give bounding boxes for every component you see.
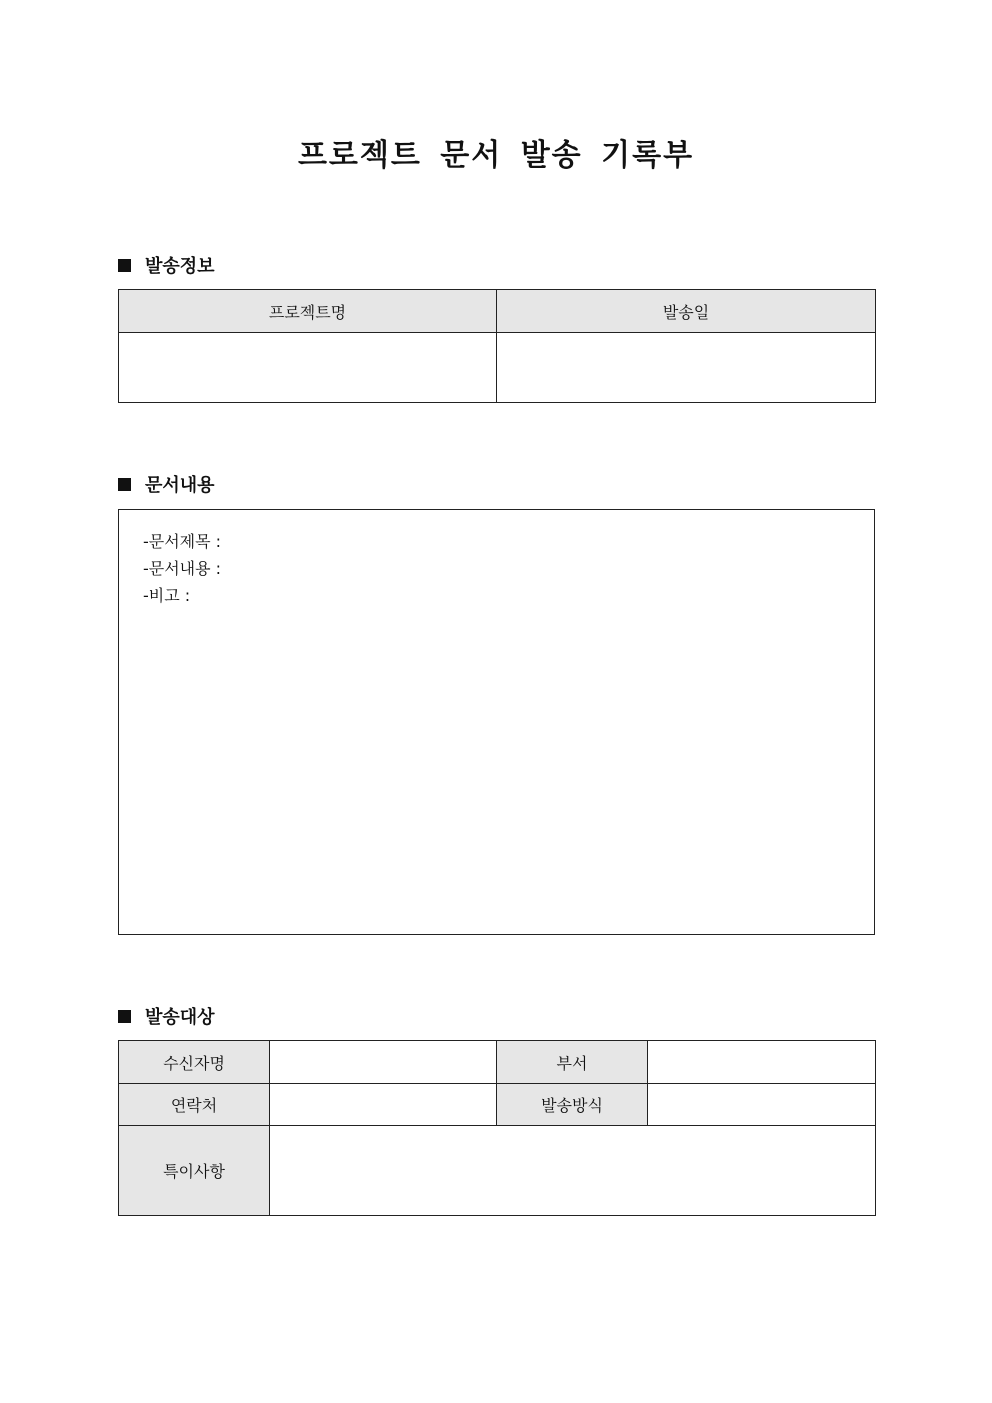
section-heading-label: 발송정보 — [145, 256, 215, 277]
send-date-field[interactable] — [497, 333, 876, 403]
recipient-name-label: 수신자명 — [119, 1041, 270, 1084]
table-header-row — [119, 290, 876, 333]
black-square-icon — [118, 1010, 131, 1023]
special-notes-label: 특이사항 — [119, 1126, 270, 1216]
doc-content-line: -문서내용 : — [143, 559, 222, 578]
department-label: 부서 — [497, 1041, 648, 1084]
send-method-label: 발송방식 — [497, 1084, 648, 1126]
page-title: 프로젝트 문서 발송 기록부 — [297, 138, 695, 173]
black-square-icon — [118, 259, 131, 272]
table-row — [119, 1041, 876, 1084]
send-date-header: 발송일 — [497, 290, 876, 333]
recipient-table — [118, 1040, 876, 1216]
section-heading-label: 문서내용 — [145, 475, 215, 496]
section-heading-doc-content — [118, 472, 215, 496]
send-info-table — [118, 289, 876, 403]
table-row — [119, 1084, 876, 1126]
send-method-field[interactable] — [648, 1084, 876, 1126]
contact-label: 연락처 — [119, 1084, 270, 1126]
section-heading-recipient — [118, 1004, 215, 1028]
section-heading-send-info — [118, 253, 215, 277]
project-name-header: 프로젝트명 — [119, 290, 497, 333]
table-row — [119, 333, 876, 403]
project-name-field[interactable] — [119, 333, 497, 403]
doc-title-line: -문서제목 : — [143, 532, 222, 551]
contact-field[interactable] — [270, 1084, 497, 1126]
department-field[interactable] — [648, 1041, 876, 1084]
black-square-icon — [118, 478, 131, 491]
document-content-box[interactable] — [118, 509, 875, 935]
table-row — [119, 1126, 876, 1216]
remarks-line: -비고 : — [143, 586, 191, 605]
document-content-lines — [143, 528, 221, 609]
recipient-name-field[interactable] — [270, 1041, 497, 1084]
special-notes-field[interactable] — [270, 1126, 876, 1216]
section-heading-label: 발송대상 — [145, 1007, 215, 1028]
